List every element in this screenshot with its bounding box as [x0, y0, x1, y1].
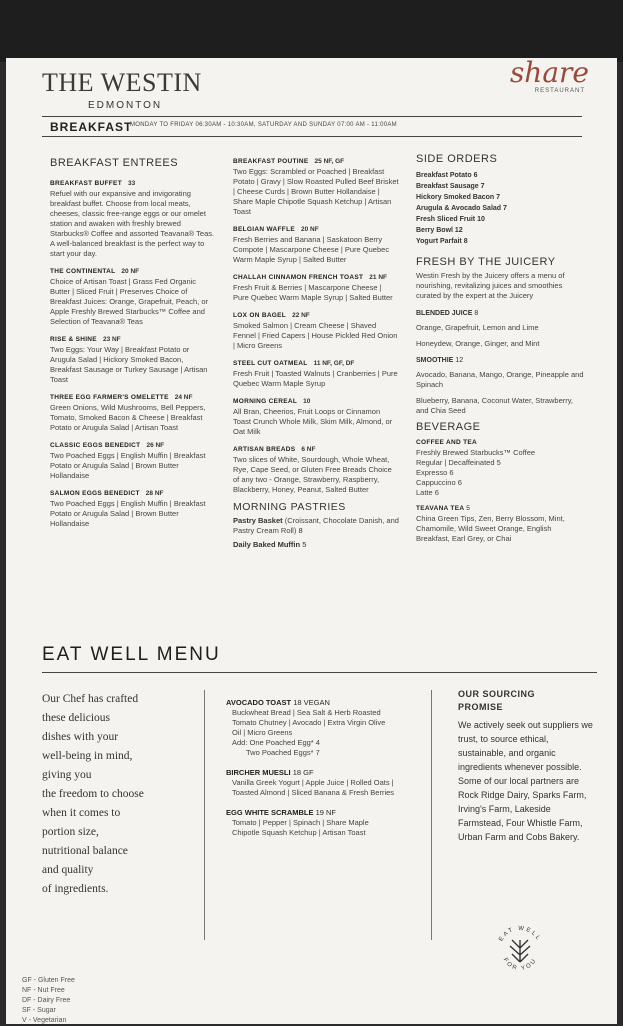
- sourcing-promise: [458, 688, 598, 844]
- menu-item-header: [233, 224, 399, 235]
- juicery-desc: Westin Fresh by the Juicery offers a menu of nourishing, revitalizing juices and smoothies curated by the expert at the Juicery: [416, 271, 565, 300]
- smoothie-option: Avocado, Banana, Mango, Orange, Pineapple and Spinach: [416, 370, 584, 389]
- menu-item-desc: Refuel with our expansive and invigorating breakfast buffet. Choose from local meats, cheeses, classic free-range eggs or our omelet station and awaken with freshly brewed Starbucks® Coffee and assorted Teavana® Teas. A well-balanced breakfast is the perfect way to start your day.: [50, 189, 215, 258]
- menu-item-name: MORNING CEREAL: [233, 398, 298, 405]
- menu-item-desc: Fresh Fruit | Toasted Walnuts | Cranberries | Pure Quebec Warm Maple Syrup: [233, 369, 398, 388]
- legend-entry: DF - Dairy Free: [22, 997, 71, 1004]
- menu-item-name: CHALLAH CINNAMON FRENCH TOAST: [233, 274, 364, 281]
- badge-bottom-text: FOR YOU: [501, 957, 539, 973]
- side-order-item: Yogurt Parfait 8: [416, 238, 468, 245]
- menu-item-name: STEEL CUT OATMEAL: [233, 360, 308, 367]
- eat-well-item-line: Toasted Almond | Sliced Banana & Fresh Berries: [232, 788, 395, 797]
- menu-item-header: [50, 392, 215, 403]
- menu-item: [50, 178, 215, 259]
- side-order-item: Hickory Smoked Bacon 7: [416, 194, 501, 201]
- smoothie-price: 12: [455, 357, 464, 364]
- menu-item-desc: Two Eggs: Your Way | Breakfast Potato or Arugula Salad | Hickory Smoked Bacon, Breakfast Sausage or Turkey Sausage | Artisan Toast: [50, 345, 208, 384]
- column-divider: [204, 690, 205, 940]
- menu-item-price: 20 NF: [300, 226, 319, 233]
- eat-well-item-line: Two Poached Eggs* 7: [246, 748, 320, 757]
- menu-item-desc: Fresh Berries and Banana | Saskatoon Berry Compote | Mascarpone Cheese | Pure Quebec Warm Maple Syrup | Salted Butter: [233, 235, 390, 264]
- menu-item-header: [50, 488, 215, 499]
- menu-item-price: 24 NF: [174, 394, 193, 401]
- pastry-name: Daily Baked Muffin: [233, 540, 301, 549]
- side-order-item: Fresh Sliced Fruit 10: [416, 216, 485, 223]
- beverage-title: BEVERAGE: [416, 421, 481, 433]
- legend-entry: V - Vegetarian: [22, 1017, 67, 1024]
- eat-well-item-header: [226, 768, 416, 778]
- smoothie-heading: [416, 355, 584, 366]
- badge-top-text: EAT WELL: [498, 925, 542, 943]
- intro-line: portion size,: [42, 826, 99, 838]
- divider: [42, 672, 597, 673]
- menu-item-price: 10: [303, 398, 311, 405]
- menu-item-price: 21 NF: [369, 274, 387, 281]
- menu-item: [233, 358, 399, 389]
- menu-item: [233, 396, 399, 437]
- menu-item-desc: All Bran, Cheerios, Fruit Loops or Cinnamon Toast Crunch Whole Milk, Skim Milk, Almond, or Oat Milk: [233, 407, 393, 436]
- eat-well-item-line: Tomato Chutney | Avocado | Extra Virgin Olive: [232, 718, 386, 727]
- legend-entry: NF - Nut Free: [22, 987, 65, 994]
- blended-juice-price: 8: [474, 310, 479, 317]
- menu-item-price: 26 NF: [146, 442, 165, 449]
- menu-item-header: [50, 334, 215, 345]
- menu-item-header: [233, 358, 399, 369]
- intro-line: the freedom to choose: [42, 788, 144, 800]
- sides-column: [416, 154, 584, 544]
- eat-well-item-line: Vanilla Greek Yogurt | Apple Juice | Rolled Oats |: [232, 778, 394, 787]
- menu-item-desc: Two Poached Eggs | English Muffin | Breakfast Potato or Arugula Salad | Brown Butter Hollandaise: [50, 499, 206, 528]
- eat-well-item: [226, 768, 416, 798]
- eat-well-item-name: AVOCADO TOAST: [226, 698, 292, 707]
- menu-item-name: THREE EGG FARMER'S OMELETTE: [50, 394, 169, 401]
- coffee-option: Latte 6: [416, 488, 439, 497]
- menu-item-name: CLASSIC EGGS BENEDICT: [50, 442, 141, 449]
- menu-item-price: 23 NF: [102, 336, 121, 343]
- tea-heading: [416, 504, 584, 514]
- menu-item: [233, 156, 399, 217]
- menu-item-header: [233, 156, 399, 167]
- pastry-desc: (Croissant, Chocolate Danish, and Pastry Cream Roll): [233, 516, 399, 535]
- intro-line: well-being in mind,: [42, 750, 133, 762]
- menu-item: [233, 224, 399, 265]
- intro-line: of ingredients.: [42, 883, 109, 895]
- menu-item-name: BELGIAN WAFFLE: [233, 226, 295, 233]
- breakfast-title: BREAKFAST: [50, 120, 133, 134]
- legend-entry: SF - Sugar: [22, 1007, 56, 1014]
- entrees-column-1: [50, 158, 215, 536]
- pastry-price: 8: [298, 526, 303, 535]
- menu-item-desc: Two Eggs: Scrambled or Poached | Breakfast Potato | Gravy | Slow Roasted Pulled Beef Brisket | Cheese Curds | Brown Butter Hollandaise | Share Maple Chipotle Squash Ketchup | Artisan Toast: [233, 167, 399, 216]
- menu-item-name: BREAKFAST BUFFET: [50, 180, 122, 187]
- menu-item-desc: Two slices of White, Sourdough, Whole Wheat, Rye, Cape Seed, or Gluten Free Breads Choice of any two - Orange, Strawberry, Raspberry, Blackberry, Honey, Peanut, Salted Butter: [233, 455, 392, 494]
- blended-juice-heading: [416, 308, 584, 319]
- menu-item-price: 20 NF: [121, 268, 140, 275]
- menu-item-desc: Fresh Fruit & Berries | Mascarpone Cheese | Pure Quebec Warm Maple Syrup | Salted Butter: [233, 283, 393, 302]
- restaurant-logo: share: [509, 56, 589, 89]
- pastry-item: [233, 540, 399, 550]
- eat-well-item-line: Chipotle Squash Ketchup | Artisan Toast: [232, 828, 366, 837]
- menu-item: [50, 488, 215, 529]
- juicery-title: FRESH BY THE JUICERY: [416, 256, 556, 268]
- eat-well-item-header: [226, 698, 416, 708]
- menu-item-name: THE CONTINENTAL: [50, 268, 116, 275]
- hotel-city: EDMONTON: [88, 100, 163, 111]
- menu-item-price: 6 NF: [301, 446, 316, 453]
- eat-well-item-name: BIRCHER MUESLI: [226, 768, 291, 777]
- sourcing-title: OUR SOURCING PROMISE: [458, 689, 536, 712]
- tea-title: TEAVANA TEA: [416, 505, 465, 512]
- side-order-item: Berry Bowl 12: [416, 227, 463, 234]
- dietary-legend: [22, 976, 75, 1026]
- legend-entry: GF - Gluten Free: [22, 977, 75, 984]
- eat-well-item-header: [226, 808, 416, 818]
- side-order-item: Breakfast Sausage 7: [416, 183, 485, 190]
- menu-item: [50, 266, 215, 327]
- eat-well-item-line: Tomato | Pepper | Spinach | Share Maple: [232, 818, 369, 827]
- entrees-column-2: [233, 156, 399, 554]
- coffee-option: Cappuccino 6: [416, 478, 462, 487]
- intro-line: giving you: [42, 769, 92, 781]
- eat-well-item-line: Add: One Poached Egg* 4: [232, 738, 320, 747]
- smoothie-option: Blueberry, Banana, Coconut Water, Strawberry, and Chia Seed: [416, 396, 574, 415]
- eat-well-title: EAT WELL MENU: [42, 644, 221, 665]
- eat-well-item-name: EGG WHITE SCRAMBLE: [226, 808, 314, 817]
- eat-well-item-price: 19 NF: [315, 808, 337, 817]
- eat-well-item-price: 18 VEGAN: [293, 698, 330, 707]
- eat-well-item: [226, 698, 416, 758]
- hotel-logo: THE WESTIN: [42, 68, 202, 97]
- menu-item-desc: Choice of Artisan Toast | Grass Fed Organic Butter | Sliced Fruit | Preserves Choice of Breakfast Juices: Orange, Grapefruit, Peach, or Apple Freshly Brewed Starbucks™ Coffee and Selection of Teavana® Teas: [50, 277, 208, 326]
- menu-item-price: 28 NF: [145, 490, 164, 497]
- tea-desc: China Green Tips, Zen, Berry Blossom, Mint, Chamomile, Wild Sweet Orange, English Breakfast, Earl Grey, or Chai: [416, 514, 565, 543]
- menu-item-header: [233, 310, 399, 321]
- menu-item: [233, 272, 399, 303]
- menu-item-desc: Smoked Salmon | Cream Cheese | Shaved Fennel | Fried Capers | House Pickled Red Onion | Micro Greens: [233, 321, 398, 350]
- breakfast-hours: MONDAY TO FRIDAY 06:30AM - 10:30AM, SATURDAY AND SUNDAY 07:00 AM - 11:00AM: [130, 122, 397, 128]
- restaurant-sub: RESTAURANT: [534, 88, 585, 94]
- menu-cover-top: [0, 0, 623, 62]
- menu-item-header: [50, 266, 215, 277]
- menu-item-name: SALMON EGGS BENEDICT: [50, 490, 140, 497]
- coffee-option: Expresso 6: [416, 468, 454, 477]
- menu-item-header: [233, 272, 399, 283]
- menu-item-name: LOX ON BAGEL: [233, 312, 287, 319]
- entrees-title: BREAKFAST ENTREES: [50, 157, 179, 169]
- coffee-option: Regular | Decaffeinated 5: [416, 458, 501, 467]
- menu-item-desc: Two Poached Eggs | English Muffin | Breakfast Potato or Arugula Salad | Brown Butter Hollandaise: [50, 451, 206, 480]
- menu-item-price: 11 NF, GF, DF: [313, 360, 355, 367]
- menu-item: [233, 444, 399, 495]
- divider: [42, 116, 582, 117]
- coffee-option: Freshly Brewed Starbucks™ Coffee: [416, 448, 536, 457]
- eat-well-items: [226, 698, 416, 848]
- eat-well-item-price: 18 GF: [292, 768, 314, 777]
- menu-item-header: [50, 440, 215, 451]
- pastries-title: MORNING PASTRIES: [233, 501, 346, 513]
- intro-line: when it comes to: [42, 807, 121, 819]
- menu-item-header: [233, 396, 399, 407]
- eat-well-item-line: Buckwheat Bread | Sea Salt & Herb Roasted: [232, 708, 381, 717]
- sourcing-text: We actively seek out suppliers we trust, to source ethical, sustainable, and organic ingredients whenever possible. Some of our local partners are Rock Ridge Dairy, Sparks Farm, Irving's Farm, Lakeside Farmstead, Four Whistle Farm, Urban Farm and Cobs Bakery.: [458, 720, 593, 842]
- divider: [42, 136, 582, 137]
- intro-line: dishes with your: [42, 731, 119, 743]
- menu-item-desc: Green Onions, Wild Mushrooms, Bell Peppers, Tomato, Smoked Bacon & Cheese | Breakfast Potato or Arugula Salad | Artisan Toast: [50, 403, 206, 432]
- menu-item-name: BREAKFAST POUTINE: [233, 158, 309, 165]
- pastry-name: Pastry Basket: [233, 516, 283, 525]
- side-orders-title: SIDE ORDERS: [416, 153, 498, 165]
- eat-well-item: [226, 808, 416, 838]
- intro-line: Our Chef has crafted: [42, 693, 139, 705]
- menu-item: [50, 440, 215, 481]
- blended-juice-title: BLENDED JUICE: [416, 310, 473, 317]
- intro-line: and quality: [42, 864, 94, 876]
- menu-item-price: 22 NF: [292, 312, 310, 319]
- coffee-title: COFFEE AND TEA: [416, 439, 478, 446]
- menu-item-price: 33: [127, 180, 136, 187]
- intro-line: these delicious: [42, 712, 111, 724]
- menu-item-header: [50, 178, 215, 189]
- side-order-item: Breakfast Potato 6: [416, 172, 478, 179]
- tea-price: 5: [466, 505, 471, 512]
- pastry-price: 5: [302, 540, 307, 549]
- menu-item-name: ARTISAN BREADS: [233, 446, 296, 453]
- pastry-item: [233, 516, 399, 536]
- menu-item-price: 25 NF, GF: [314, 158, 345, 165]
- eat-well-badge-icon: [492, 922, 548, 978]
- menu-item: [50, 334, 215, 385]
- column-divider: [431, 690, 432, 940]
- menu-item: [50, 392, 215, 433]
- menu-page: [6, 58, 617, 1024]
- menu-item: [233, 310, 399, 351]
- smoothie-title: SMOOTHIE: [416, 357, 454, 364]
- menu-item-header: [233, 444, 399, 455]
- side-order-item: Arugula & Avocado Salad 7: [416, 205, 507, 212]
- blended-juice-option: Honeydew, Orange, Ginger, and Mint: [416, 339, 540, 348]
- intro-line: nutritional balance: [42, 845, 128, 857]
- menu-item-name: RISE & SHINE: [50, 336, 97, 343]
- eat-well-intro: [42, 690, 172, 899]
- blended-juice-option: Orange, Grapefruit, Lemon and Lime: [416, 323, 539, 332]
- eat-well-item-line: Oil | Micro Greens: [232, 728, 293, 737]
